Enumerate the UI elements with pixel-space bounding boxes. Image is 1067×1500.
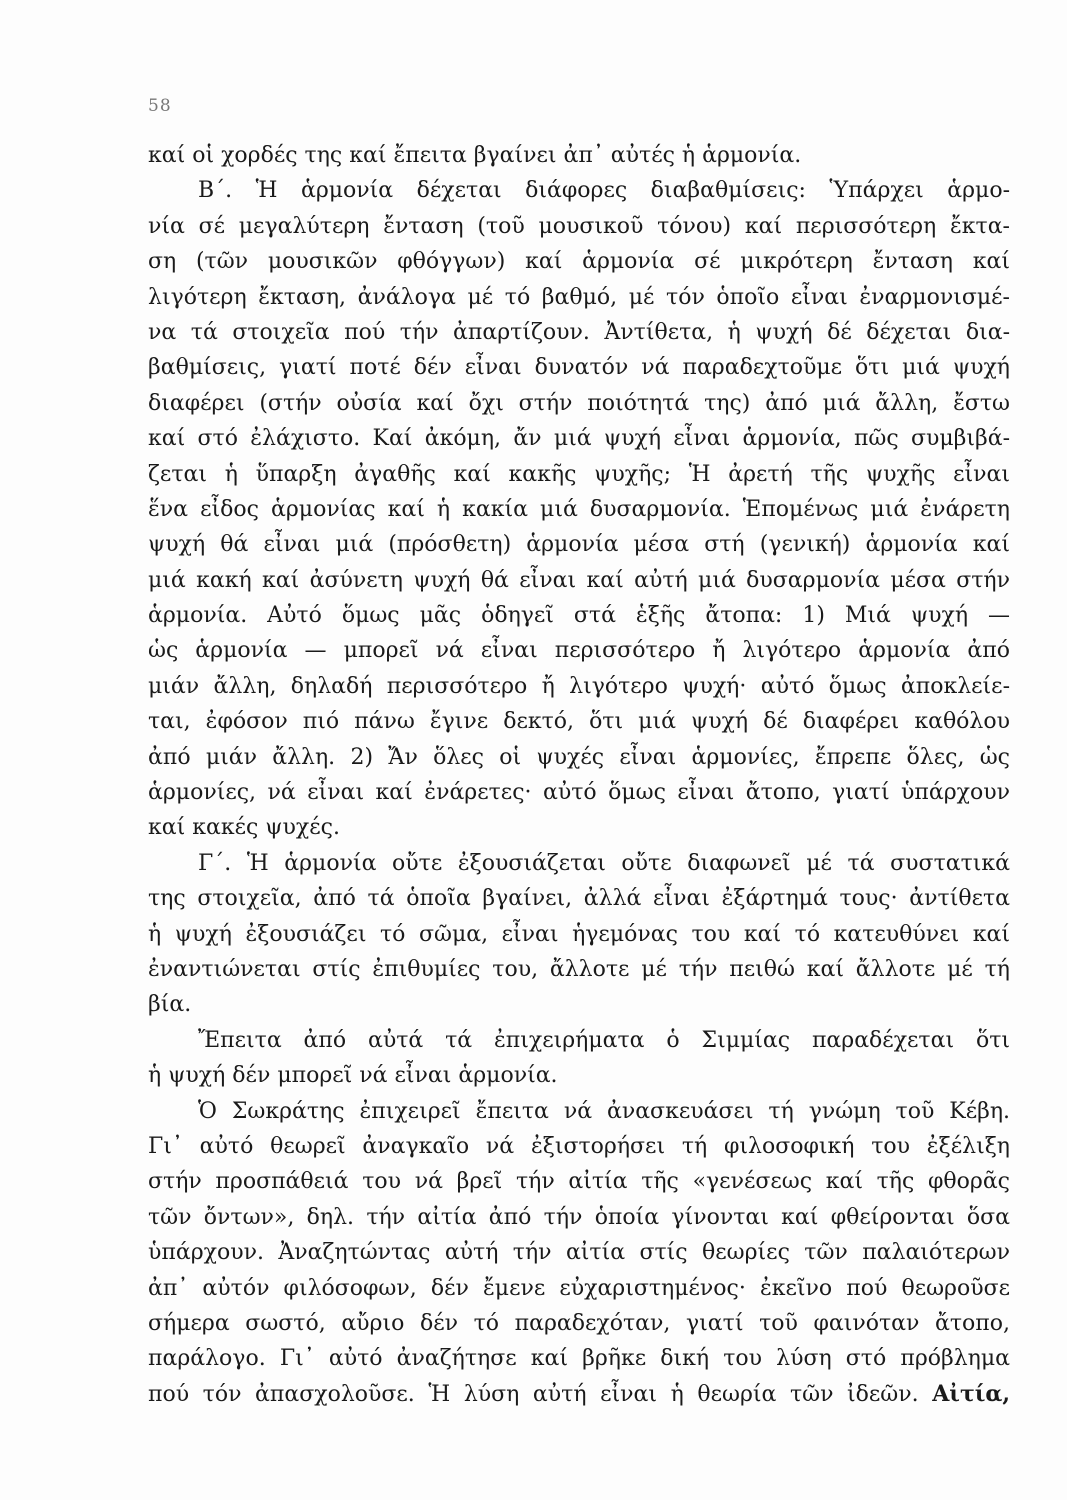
text-line: Ἔπειτα ἀπό αὐτά τά ἐπιχειρήματα ὁ Σιμμίας παραδέχεται ὅτι [198, 1027, 1010, 1053]
text-line: ἡ ψυχή ἐξουσιάζει τό σῶμα, εἶναι ἡγεμόνας του καί τό κατευθύνει καί [148, 921, 1010, 947]
text-line: της στοιχεῖα, ἀπό τά ὁποῖα βγαίνει, ἀλλά εἶναι ἐξάρτημά τους· ἀντίθετα [148, 886, 1010, 912]
text-line: ἐναντιώνεται στίς ἐπιθυμίες του, ἄλλοτε μέ τήν πειθώ καί ἄλλοτε μέ τή [148, 956, 1010, 982]
text-line: ἡ ψυχή δέν μπορεῖ νά εἶναι ἁρμονία. [148, 1063, 558, 1089]
page-number: 58 [148, 96, 172, 116]
text-line: Β΄. Ἡ ἁρμονία δέχεται διάφορες διαβαθμίσεις: Ὑπάρχει ἁρμο- [198, 178, 1010, 204]
text-line: τῶν ὄντων», δηλ. τήν αἰτία ἀπό τήν ὁποία γίνονται καί φθείρονται ὅσα [148, 1204, 1010, 1230]
text-line: ὡς ἁρμονία — μπορεῖ νά εἶναι περισσότερο ἤ λιγότερο ἁρμονία ἀπό [148, 638, 1010, 664]
text-line: ται, ἐφόσον πιό πάνω ἔγινε δεκτό, ὅτι μιά ψυχή δέ διαφέρει καθόλου [148, 709, 1010, 735]
text-line: διαφέρει (στήν οὐσία καί ὄχι στήν ποιότητά της) ἀπό μιά ἄλλη, ἔστω [148, 390, 1010, 416]
paragraph-simmias [148, 1023, 1010, 1094]
text-line: ἀπ᾽ αὐτόν φιλόσοφων, δέν ἔμενε εὐχαριστημένος· ἐκεῖνο πού θεωροῦσε [148, 1275, 1010, 1301]
text-line: Γ΄. Ἡ ἁρμονία οὔτε ἐξουσιάζεται οὔτε διαφωνεῖ μέ τά συστατικά [198, 850, 1010, 876]
text-line: ἀπό μιάν ἄλλη. 2) Ἄν ὅλες οἱ ψυχές εἶναι ἁρμονίες, ἔπρεπε ὅλες, ὡς [148, 744, 1010, 770]
paragraph-socrates [148, 1094, 1010, 1413]
text-line: στήν προσπάθειά του νά βρεῖ τήν αἰτία τῆς «γενέσεως καί τῆς φθορᾶς [148, 1169, 1010, 1195]
text-line: βία. [148, 992, 192, 1018]
text-line: ψυχή θά εἶναι μιά (πρόσθετη) ἁρμονία μέσα στή (γενική) ἁρμονία καί [148, 532, 1010, 558]
text-line: μιά κακή καί ἀσύνετη ψυχή θά εἶναι καί αὐτή μιά δυσαρμονία μέσα στήν [148, 567, 1010, 593]
text-line: Γι᾽ αὐτό θεωρεῖ ἀναγκαῖο νά ἐξιστορήσει τή φιλοσοφική του ἐξέλιξη [148, 1133, 1010, 1159]
text-line: ὑπάρχουν. Ἀναζητώντας αὐτή τήν αἰτία στίς θεωρίες τῶν παλαιότερων [148, 1240, 1010, 1266]
text-line: Ὁ Σωκράτης ἐπιχειρεῖ ἔπειτα νά ἀνασκευάσει τή γνώμη τοῦ Κέβη. [198, 1098, 1010, 1124]
text-line: ση (τῶν μουσικῶν φθόγγων) καί ἁρμονία σέ μικρότερη ἔνταση καί [148, 249, 1010, 275]
text-line: να τά στοιχεῖα πού τήν ἀπαρτίζουν. Ἀντίθετα, ἡ ψυχή δέ δέχεται δια- [148, 319, 1010, 345]
text-line-final-body: πού τόν ἀπασχολοῦσε. Ἡ λύση αὐτή εἶναι ἡ θεωρία τῶν ἰδεῶν. [148, 1381, 919, 1407]
text-line: καί κακές ψυχές. [148, 815, 340, 841]
paragraph-continuation [148, 138, 1010, 173]
text-line: παράλογο. Γι᾽ αὐτό ἀναζήτησε καί βρῆκε δική του λύση στό πρόβλημα [148, 1346, 1010, 1372]
text-line: μιάν ἄλλη, δηλαδή περισσότερο ἤ λιγότερο ψυχή· αὐτό ὅμως ἀποκλείε- [148, 673, 1010, 699]
text-line: ἁρμονία. Αὐτό ὅμως μᾶς ὁδηγεῖ στά ἑξῆς ἄτοπα: 1) Μιά ψυχή — [148, 603, 1010, 629]
text-line: βαθμίσεις, γιατί ποτέ δέν εἶναι δυνατόν νά παραδεχτοῦμε ὅτι μιά ψυχή [148, 355, 1010, 381]
paragraph-beta [148, 173, 1010, 845]
text-line: λιγότερη ἔκταση, ἀνάλογα μέ τό βαθμό, μέ τόν ὁποῖο εἶναι ἐναρμονισμέ- [148, 284, 1010, 310]
text-line: καί στό ἐλάχιστο. Καί ἀκόμη, ἄν μιά ψυχή εἶναι ἁρμονία, πῶς συμβιβά- [148, 426, 1010, 452]
text-line: νία σέ μεγαλύτερη ἔνταση (τοῦ μουσικοῦ τόνου) καί περισσότερη ἔκτα- [148, 213, 1010, 239]
body-text [148, 138, 1010, 1412]
text-line: ζεται ἡ ὕπαρξη ἀγαθῆς καί κακῆς ψυχῆς; Ἡ ἀρετή τῆς ψυχῆς εἶναι [148, 461, 1010, 487]
paragraph-gamma [148, 846, 1010, 1023]
bold-term-aitia: Αἰτία, [932, 1380, 1010, 1407]
text-line: καί οἱ χορδές της καί ἔπειτα βγαίνει ἀπ᾽ αὐτές ἡ ἁρμονία. [148, 143, 802, 168]
text-line: ἁρμονίες, νά εἶναι καί ἐνάρετες· αὐτό ὅμως εἶναι ἄτοπο, γιατί ὑπάρχουν [148, 780, 1010, 806]
text-line-final [148, 1377, 1010, 1412]
text-line: σήμερα σωστό, αὔριο δέν τό παραδεχόταν, γιατί τοῦ φαινόταν ἄτοπο, [148, 1310, 1010, 1336]
text-line: ἕνα εἶδος ἁρμονίας καί ἡ κακία μιά δυσαρμονία. Ἑπομένως μιά ἐνάρετη [148, 496, 1010, 522]
